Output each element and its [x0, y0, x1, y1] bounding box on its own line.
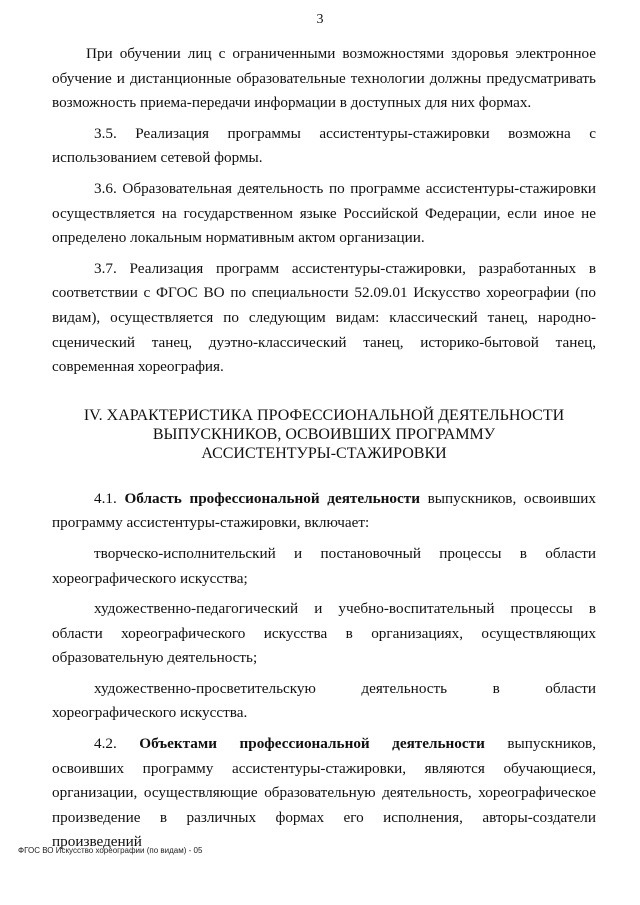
paragraph-4-2-text: выпускников, освоивших программу ассистентуры-стажировки, являются обучающиеся, организации, осуществляющие образовательную деятельность, хореографическое произведение в различных формах его исполнения, авторы-создатели произведений	[52, 735, 596, 851]
paragraph-3-7: 3.7. Реализация программ ассистентуры-стажировки, разработанных в соответствии с ФГОС ВО по специальности 52.09.01 Искусство хореографии (по видам), осуществляется по следующим видам: классический танец, народно-сценический танец, дуэтно-классический танец, историко-бытовой танец, современная хореография.	[52, 259, 596, 376]
list-item-2: художественно-педагогический и учебно-воспитательный процессы в области хореографического искусства в организациях, осуществляющих образовательную деятельность;	[52, 600, 596, 667]
paragraph-4-2	[52, 732, 596, 855]
heading-line-3: АССИСТЕНТУРЫ-СТАЖИРОВКИ	[201, 444, 447, 462]
paragraph-3-6: 3.6. Образовательная деятельность по программе ассистентуры-стажировки осуществляется на государственном языке Российской Федерации, если иное не определено локальным нормативным актом организации.	[52, 179, 596, 247]
paragraph-remote-learning: При обучении лиц с ограниченными возможностями здоровья электронное обучение и дистанционные образовательные технологии должны предусматривать возможность приема-передачи информации в доступных для них формах.	[52, 45, 596, 112]
paragraph-4-1	[52, 487, 596, 536]
page-number: 3	[316, 12, 324, 27]
section-number-4-1: 4.1.	[94, 489, 117, 507]
paragraph-3-5: 3.5. Реализация программы ассистентуры-стажировки возможна с использованием сетевой формы.	[52, 124, 596, 167]
section-heading-iv	[52, 406, 596, 463]
document-body	[52, 42, 596, 861]
heading-line-1: IV. ХАРАКТЕРИСТИКА ПРОФЕССИОНАЛЬНОЙ ДЕЯТЕЛЬНОСТИ	[83, 406, 565, 424]
list-item-1: творческо-исполнительский и постановочный процессы в области хореографического искусства;	[52, 544, 596, 587]
list-item-3: художественно-просветительскую деятельность в области хореографического искусства.	[52, 679, 596, 722]
heading-line-2: ВЫПУСКНИКОВ, ОСВОИВШИХ ПРОГРАММУ	[152, 425, 496, 443]
section-number-4-2: 4.2.	[94, 735, 117, 753]
term-professional-objects: Объектами профессиональной деятельности	[139, 735, 485, 753]
term-professional-area: Область профессиональной деятельности	[124, 489, 420, 507]
paragraph-4-1-text: выпускников, освоивших программу ассистентуры-стажировки, включает:	[52, 489, 597, 532]
footer-doc-code: ФГОС ВО Искусство хореографии (по видам) - 05	[18, 846, 203, 855]
